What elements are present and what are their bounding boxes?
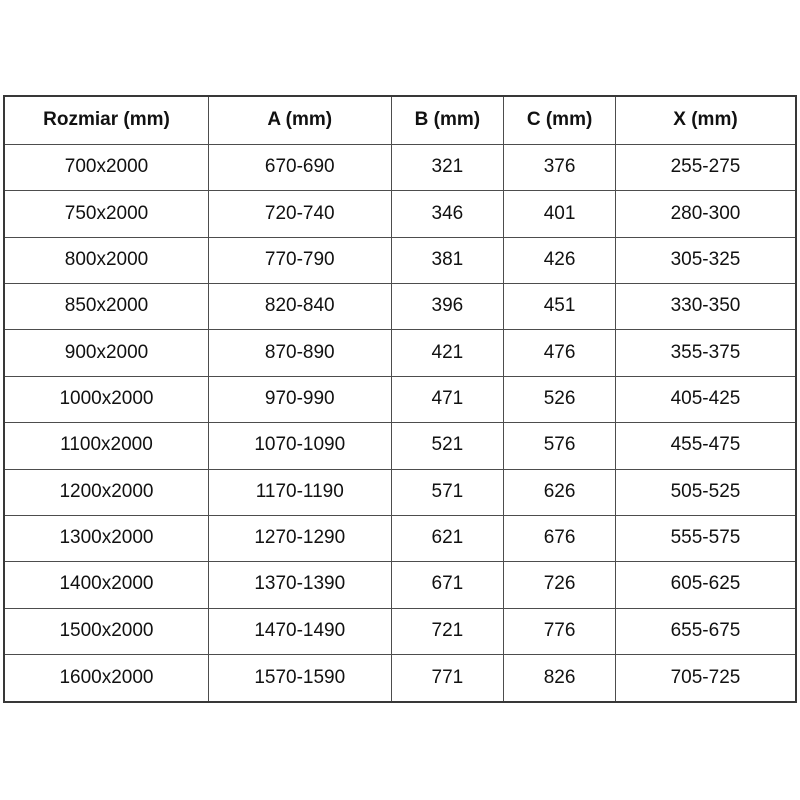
table-cell: 705-725 [615,654,796,702]
table-cell: 471 [391,376,504,422]
table-row [4,376,796,422]
table-cell: 800x2000 [4,237,208,283]
table-cell: 671 [391,562,504,608]
table-cell: 376 [504,145,616,191]
table-row [4,608,796,654]
table-cell: 820-840 [208,284,391,330]
table-cell: 676 [504,515,616,561]
table-cell: 1470-1490 [208,608,391,654]
table-cell: 771 [391,654,504,702]
table-cell: 826 [504,654,616,702]
table-cell: 1170-1190 [208,469,391,515]
header-row [4,96,796,145]
table-cell: 381 [391,237,504,283]
table-cell: 870-890 [208,330,391,376]
table-body [4,145,796,703]
table-row [4,330,796,376]
table-cell: 321 [391,145,504,191]
table-cell: 455-475 [615,423,796,469]
table-cell: 720-740 [208,191,391,237]
table-cell: 1570-1590 [208,654,391,702]
table-cell: 700x2000 [4,145,208,191]
table-cell: 346 [391,191,504,237]
table-cell: 605-625 [615,562,796,608]
table-cell: 330-350 [615,284,796,330]
table-cell: 401 [504,191,616,237]
table-cell: 305-325 [615,237,796,283]
table-row [4,145,796,191]
table-cell: 670-690 [208,145,391,191]
table-cell: 405-425 [615,376,796,422]
table-cell: 396 [391,284,504,330]
table-row [4,237,796,283]
table-cell: 900x2000 [4,330,208,376]
table-cell: 571 [391,469,504,515]
header-cell: B (mm) [391,96,504,145]
table-cell: 1600x2000 [4,654,208,702]
table-cell: 850x2000 [4,284,208,330]
header-cell: C (mm) [504,96,616,145]
table-cell: 770-790 [208,237,391,283]
table-cell: 505-525 [615,469,796,515]
header-cell: A (mm) [208,96,391,145]
table-row [4,654,796,702]
header-cell: Rozmiar (mm) [4,96,208,145]
table-cell: 1100x2000 [4,423,208,469]
table-row [4,515,796,561]
table-cell: 1500x2000 [4,608,208,654]
table-cell: 1370-1390 [208,562,391,608]
table-cell: 476 [504,330,616,376]
table-cell: 626 [504,469,616,515]
table-cell: 726 [504,562,616,608]
table-cell: 576 [504,423,616,469]
size-spec-table [3,95,797,703]
table-cell: 750x2000 [4,191,208,237]
table-cell: 1000x2000 [4,376,208,422]
table-row [4,562,796,608]
table-cell: 621 [391,515,504,561]
table-cell: 526 [504,376,616,422]
table-cell: 1070-1090 [208,423,391,469]
size-spec-table-container [3,95,797,703]
table-cell: 421 [391,330,504,376]
table-cell: 255-275 [615,145,796,191]
table-cell: 1400x2000 [4,562,208,608]
table-row [4,284,796,330]
table-cell: 970-990 [208,376,391,422]
table-row [4,191,796,237]
table-cell: 355-375 [615,330,796,376]
table-cell: 426 [504,237,616,283]
table-cell: 776 [504,608,616,654]
table-cell: 280-300 [615,191,796,237]
header-cell: X (mm) [615,96,796,145]
table-cell: 451 [504,284,616,330]
table-row [4,423,796,469]
table-cell: 1300x2000 [4,515,208,561]
table-cell: 1200x2000 [4,469,208,515]
table-row [4,469,796,515]
table-header [4,96,796,145]
table-cell: 721 [391,608,504,654]
table-cell: 1270-1290 [208,515,391,561]
table-cell: 521 [391,423,504,469]
table-cell: 655-675 [615,608,796,654]
table-cell: 555-575 [615,515,796,561]
